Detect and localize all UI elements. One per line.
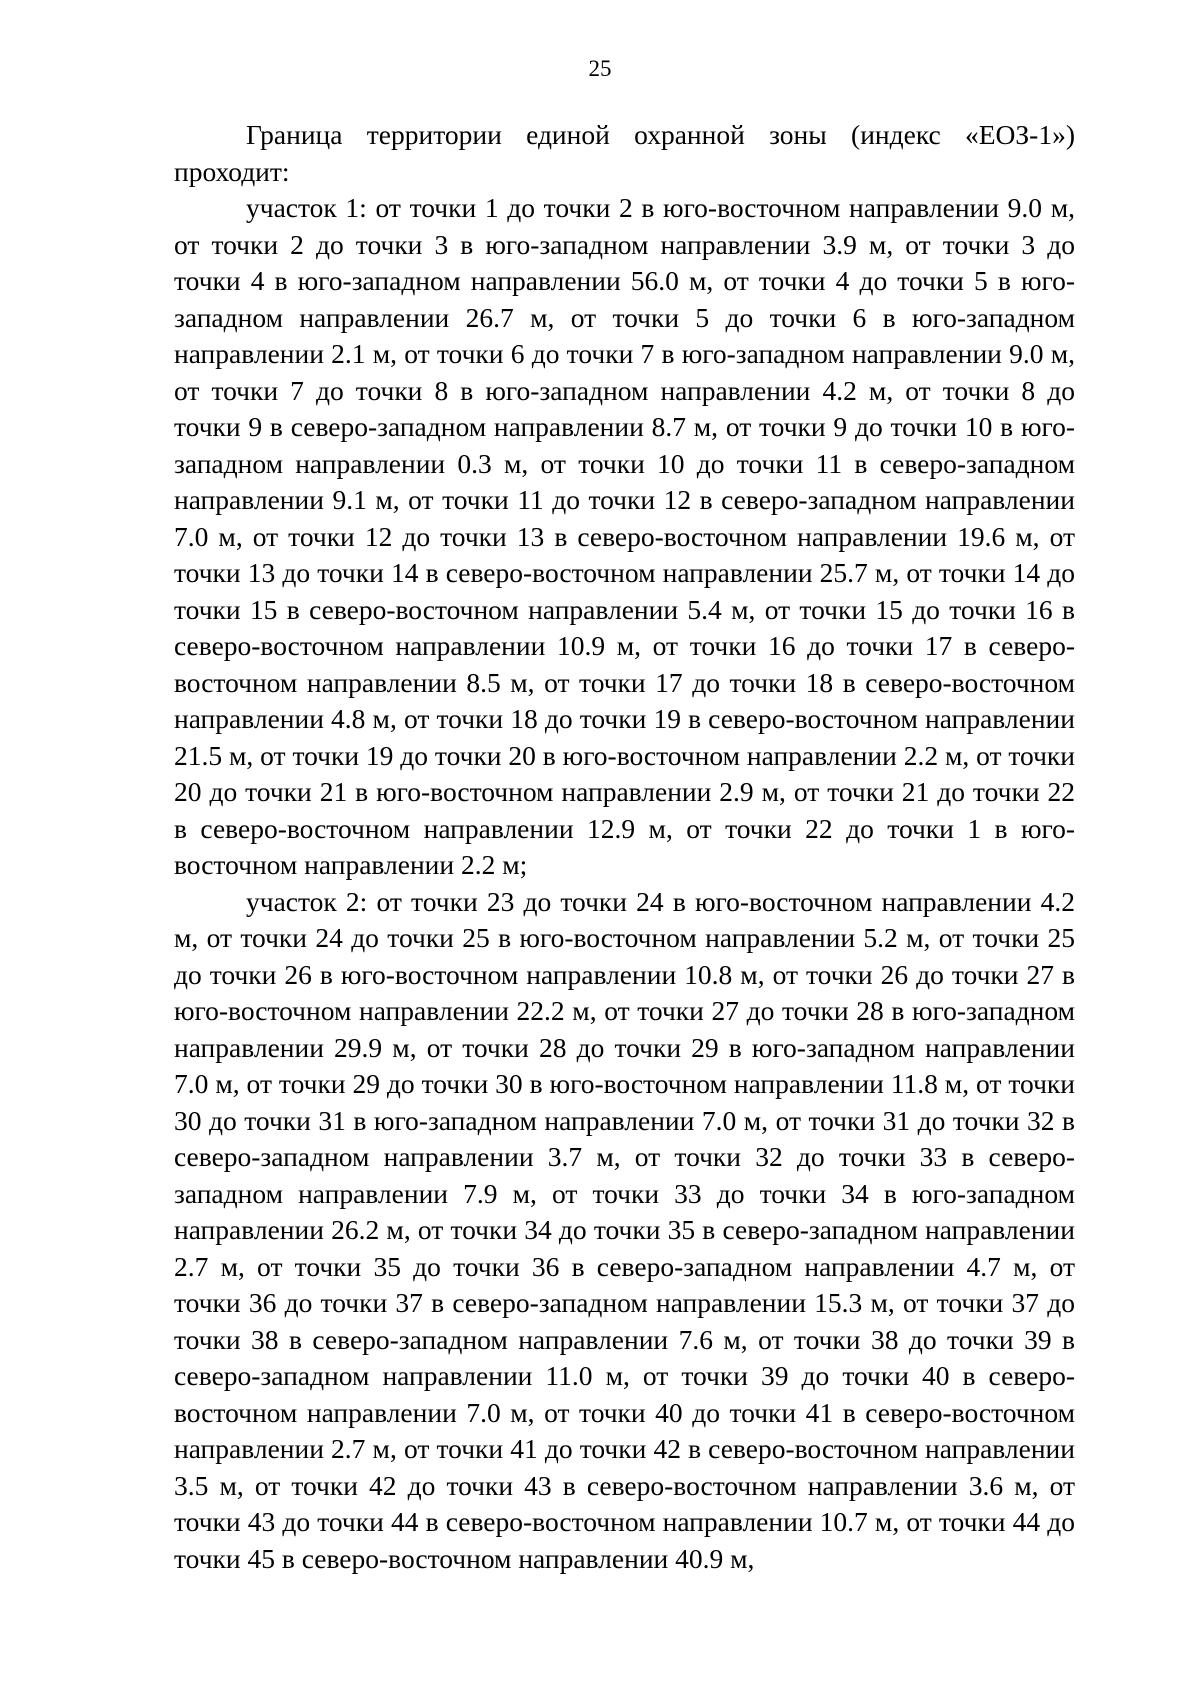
page-number: 25 [588,56,612,81]
paragraph-section-2: участок 2: от точки 23 до точки 24 в юго-восточном направлении 4.2 м, от точки 24 до точки 25 в юго-восточном направлении 5.2 м, от точки 25 до точки 26 в юго-восточном направлении 10.8 м, от точки 26 до точки 27 в юго-восточном направлении 22.2 м, от точки 27 до точки 28 в юго-западном направлении 29.9 м, от точки 28 до точки 29 в юго-западном направлении 7.0 м, от точки 29 до точки 30 в юго-восточном направлении 11.8 м, от точки 30 до точки 31 в юго-западном направлении 7.0 м, от точки 31 до точки 32 в северо-западном направлении 3.7 м, от точки 32 до точки 33 в северо-западном направлении 7.9 м, от точки 33 до точки 34 в юго-западном направлении 26.2 м, от точки 34 до точки 35 в северо-западном направлении 2.7 м, от точки 35 до точки 36 в северо-западном направлении 4.7 м, от точки 36 до точки 37 в северо-западном направлении 15.3 м, от точки 37 до точки 38 в северо-западном направлении 7.6 м, от точки 38 до точки 39 в северо-западном направлении 11.0 м, от точки 39 до точки 40 в северо-восточном направлении 7.0 м, от точки 40 до точки 41 в северо-восточном направлении 2.7 м, от точки 41 до точки 42 в северо-восточном направлении 3.5 м, от точки 42 до точки 43 в северо-восточном направлении 3.6 м, от точки 43 до точки 44 в северо-восточном направлении 10.7 м, от точки 44 до точки 45 в северо-восточном направлении 40.9 м, [174,885,1075,1574]
paragraph-boundary-intro: Граница территории единой охранной зоны (индекс «ЕОЗ-1») проходит: [174,119,1075,187]
paragraph-section-1: участок 1: от точки 1 до точки 2 в юго-восточном направлении 9.0 м, от точки 2 до точки 3 в юго-западном направлении 3.9 м, от точки 3 до точки 4 в юго-западном направлении 56.0 м, от точки 4 до точки 5 в юго-западном направлении 26.7 м, от точки 5 до точки 6 в юго-западном направлении 2.1 м, от точки 6 до точки 7 в юго-западном направлении 9.0 м, от точки 7 до точки 8 в юго-западном направлении 4.2 м, от точки 8 до точки 9 в северо-западном направлении 8.7 м, от точки 9 до точки 10 в юго-западном направлении 0.3 м, от точки 10 до точки 11 в северо-западном направлении 9.1 м, от точки 11 до точки 12 в северо-западном направлении 7.0 м, от точки 12 до точки 13 в северо-восточном направлении 19.6 м, от точки 13 до точки 14 в северо-восточном направлении 25.7 м, от точки 14 до точки 15 в северо-восточном направлении 5.4 м, от точки 15 до точки 16 в северо-восточном направлении 10.9 м, от точки 16 до точки 17 в северо-восточном направлении 8.5 м, от точки 17 до точки 18 в северо-восточном направлении 4.8 м, от точки 18 до точки 19 в северо-восточном направлении 21.5 м, от точки 19 до точки 20 в юго-восточном направлении 2.2 м, от точки 20 до точки 21 в юго-восточном направлении 2.9 м, от точки 21 до точки 22 в северо-восточном направлении 12.9 м, от точки 22 до точки 1 в юго-восточном направлении 2.2 м; [174,192,1075,880]
document-body [174,117,1075,1577]
